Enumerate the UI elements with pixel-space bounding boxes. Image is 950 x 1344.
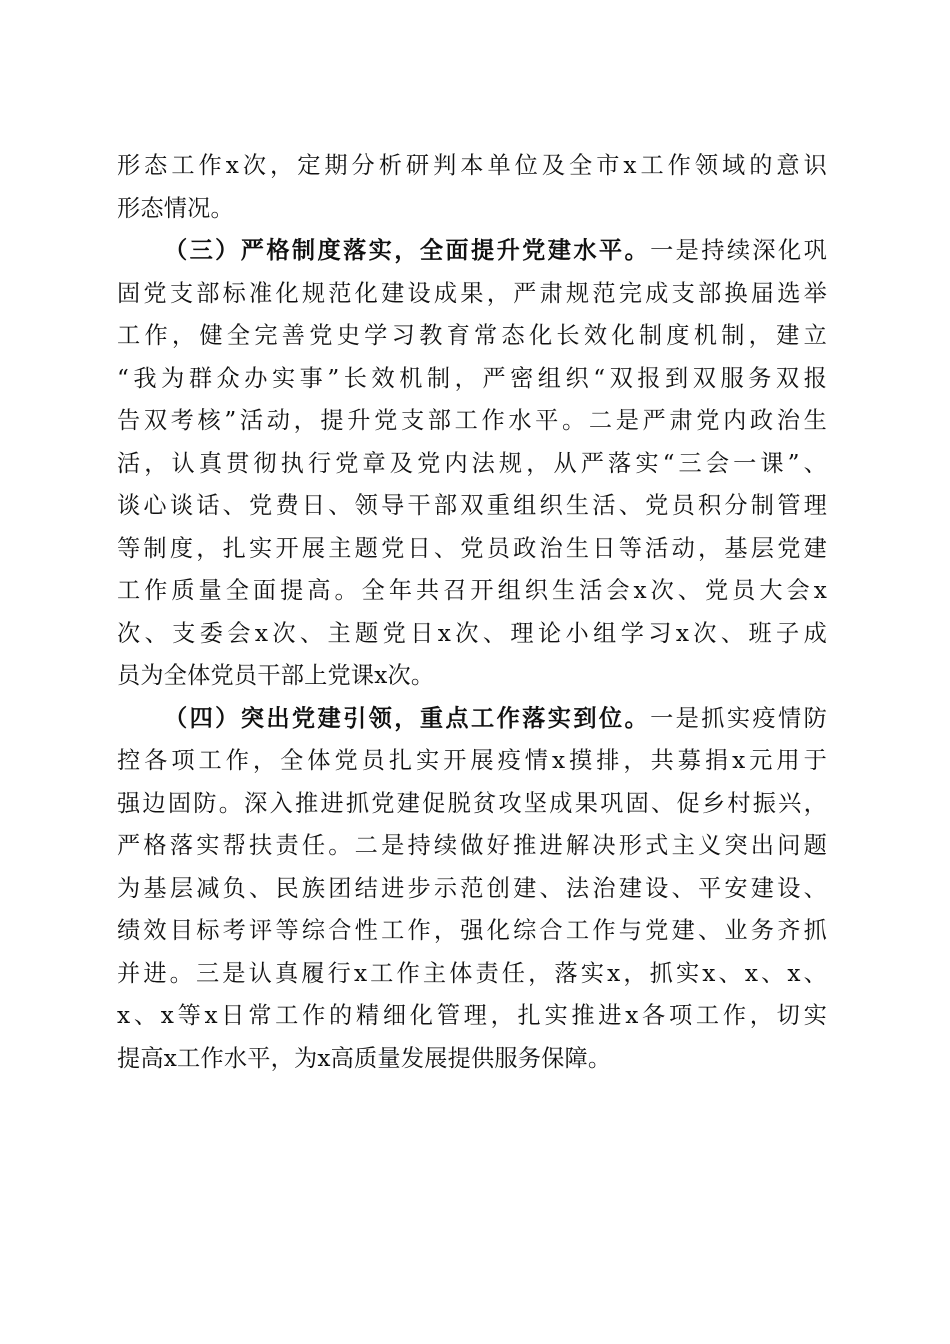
paragraph-3 <box>117 698 827 1081</box>
text-fragment: 一是抓实疫情防 <box>650 704 827 732</box>
text-line: 为基层减负、民族团结进步示范创建、法治建设、平安建设、 <box>117 874 827 902</box>
text-line: 绩效目标考评等综合性工作，强化综合工作与党建、业务齐抓 <box>117 917 827 944</box>
text-line: 工作，健全完善党史学习教育常态化长效化制度机制，建立 <box>117 322 827 349</box>
text-line: 提高x工作水平，为x高质量发展提供服务保障。 <box>117 1044 612 1072</box>
text-line: 并进。三是认真履行x工作主体责任，落实x，抓实x、x、x、 <box>117 959 827 987</box>
text-line: 活，认真贯彻执行党章及党内法规，从严落实“三会一课”、 <box>117 449 827 477</box>
text-line: 告双考核”活动，提升党支部工作水平。二是严肃党内政治生 <box>117 407 827 434</box>
paragraph-1 <box>117 145 827 230</box>
text-line: 等制度，扎实开展主题党日、党员政治生日等活动，基层党建 <box>117 534 827 562</box>
text-line <box>117 230 827 273</box>
text-line: 员为全体党员干部上党课x次。 <box>117 662 435 689</box>
text-line: “我为群众办实事”长效机制，严密组织“双报到双服务双报 <box>117 364 827 392</box>
text-line: 形态情况。 <box>117 194 234 222</box>
text-line: 工作质量全面提高。全年共召开组织生活会x次、党员大会x <box>117 577 827 604</box>
text-line: 强边固防。深入推进抓党建促脱贫攻坚成果巩固、促乡村振兴， <box>117 789 827 817</box>
text-line <box>117 698 827 741</box>
text-fragment: 一是持续深化巩 <box>650 237 827 264</box>
paragraph-2 <box>117 230 827 698</box>
section-heading-4: （四）突出党建引领，重点工作落实到位。 <box>164 704 651 732</box>
text-line: 严格落实帮扶责任。二是持续做好推进解决形式主义突出问题 <box>117 832 827 859</box>
text-line: 形态工作x次，定期分析研判本单位及全市x工作领域的意识 <box>117 152 827 179</box>
section-heading-3: （三）严格制度落实，全面提升党建水平。 <box>164 237 651 264</box>
text-line: 谈心谈话、党费日、领导干部双重组织生活、党员积分制管理 <box>117 492 827 519</box>
text-line: 固党支部标准化规范化建设成果，严肃规范完成支部换届选举 <box>117 279 827 307</box>
text-line: 控各项工作，全体党员扎实开展疫情x摸排，共募捐x元用于 <box>117 747 827 774</box>
text-line: x、x等x日常工作的精细化管理，扎实推进x各项工作，切实 <box>117 1002 827 1029</box>
document-page <box>117 145 827 1080</box>
text-line: 次、支委会x次、主题党日x次、理论小组学习x次、班子成 <box>117 619 827 647</box>
